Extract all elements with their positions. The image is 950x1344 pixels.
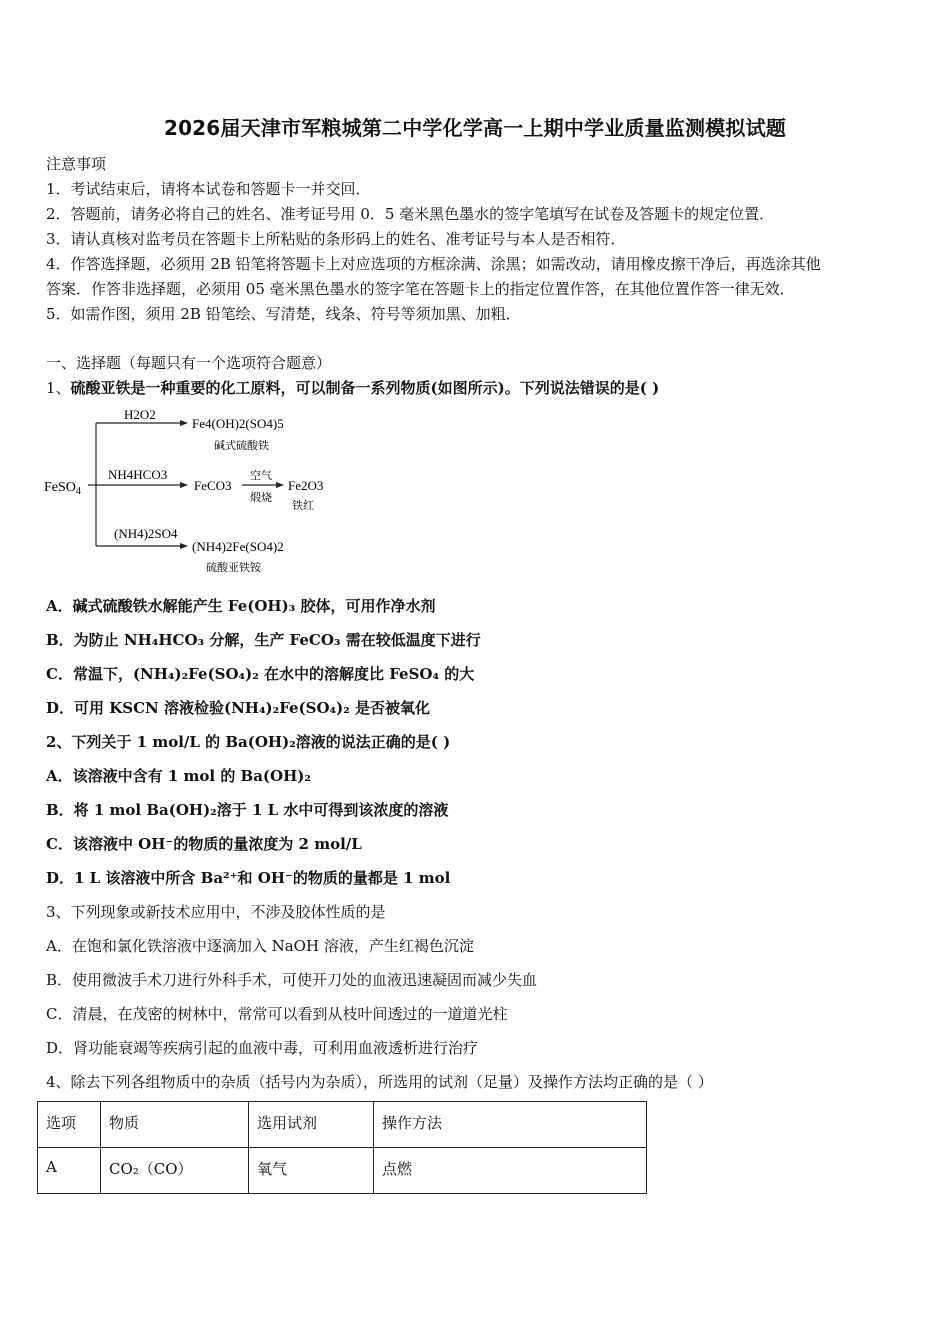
notice-item: 答案．作答非选择题，必须用 05 毫米黑色墨水的签字笔在答题卡上的指定位置作答，在其他位置作答一律无效．: [46, 280, 795, 298]
table-cell: 氧气: [249, 1148, 374, 1194]
option-d: D．可用 KSCN 溶液检验(NH₄)₂Fe(SO₄)₂ 是否被氧化: [46, 699, 431, 717]
diagram-condition-bottom: 煅烧: [250, 492, 272, 504]
table-header-row: [38, 1102, 647, 1148]
diagram-reagent-1: H2O2: [124, 407, 156, 422]
reaction-diagram: [42, 403, 342, 583]
option-a: A．在饱和氯化铁溶液中逐滴加入 NaOH 溶液，产生红褐色沉淀: [46, 937, 474, 955]
option-c: C．该溶液中 OH⁻的物质的量浓度为 2 mol/L: [46, 835, 362, 853]
option-c: C．清晨，在茂密的树林中，常常可以看到从枝叶间透过的一道道光柱: [46, 1005, 508, 1023]
diagram-final-name: 铁红: [292, 500, 314, 512]
notice-item: 2．答题前，请务必将自己的姓名、准考证号用 0．5 毫米黑色墨水的签字笔填写在试卷及答题卡的规定位置．: [46, 205, 775, 223]
option-d: D．1 L 该溶液中所含 Ba²⁺和 OH⁻的物质的量都是 1 mol: [46, 869, 451, 887]
table-cell: CO₂（CO）: [101, 1148, 249, 1194]
question-number: 1、: [46, 379, 71, 397]
diagram-condition-top: 空气: [250, 470, 272, 482]
page-title: 2026届天津市军粮城第二中学化学高一上期中学业质量监测模拟试题: [163, 116, 787, 140]
diagram-reagent-2: NH4HCO3: [108, 467, 168, 482]
question-3-stem: 3、下列现象或新技术应用中，不涉及胶体性质的是: [46, 903, 386, 921]
table-header-cell: 物质: [101, 1102, 249, 1148]
table-cell: 点燃: [374, 1148, 647, 1194]
table-row: [38, 1148, 647, 1194]
notice-item: 1．考试结束后，请将本试卷和答题卡一并交回．: [46, 180, 371, 198]
notice-item: 5．如需作图，须用 2B 铅笔绘、写清楚，线条、符号等须加黑、加粗．: [46, 305, 521, 323]
notice-item: 4．作答选择题，必须用 2B 铅笔将答题卡上对应选项的方框涂满、涂黑；如需改动，请用橡皮擦干净后，再选涂其他: [46, 255, 821, 273]
table-cell: A: [38, 1148, 101, 1194]
section-heading: 一、选择题（每题只有一个选项符合题意）: [46, 354, 332, 372]
diagram-product-3: (NH4)2Fe(SO4)2: [192, 539, 284, 554]
diagram-reagent-3: (NH4)2SO4: [114, 526, 178, 541]
question-4-stem: 4、除去下列各组物质中的杂质（括号内为杂质），所选用的试剂（足量）及操作方法均正确的是（ ）: [46, 1073, 713, 1091]
diagram-product-2: FeCO3: [194, 478, 232, 493]
option-b: B．使用微波手术刀进行外科手术，可使开刀处的血液迅速凝固而减少失血: [46, 971, 538, 989]
option-c: C．常温下，(NH₄)₂Fe(SO₄)₂ 在水中的溶解度比 FeSO₄ 的大: [46, 665, 475, 683]
diagram-product-3-name: 硫酸亚铁铵: [206, 562, 261, 574]
option-b: B．将 1 mol Ba(OH)₂溶于 1 L 水中可得到该浓度的溶液: [46, 801, 449, 819]
question-text: 硫酸亚铁是一种重要的化工原料，可以制备一系列物质(如图所示)。下列说法错误的是( ): [70, 379, 660, 397]
option-a: A．该溶液中含有 1 mol 的 Ba(OH)₂: [46, 767, 311, 785]
option-b: B．为防止 NH₄HCO₃ 分解，生产 FeCO₃ 需在较低温度下进行: [46, 631, 481, 649]
notice-item: 3．请认真核对监考员在答题卡上所粘贴的条形码上的姓名、准考证号与本人是否相符．: [46, 230, 626, 248]
diagram-product-1-name: 碱式硫酸铁: [214, 440, 269, 452]
table-header-cell: 操作方法: [374, 1102, 647, 1148]
question-2-stem: 2、下列关于 1 mol/L 的 Ba(OH)₂溶液的说法正确的是( ): [46, 733, 451, 751]
option-d: D．肾功能衰竭等疾病引起的血液中毒，可利用血液透析进行治疗: [46, 1039, 479, 1057]
diagram-final-product: Fe2O3: [288, 478, 324, 493]
diagram-product-1: Fe4(OH)2(SO4)5: [192, 416, 284, 431]
question-1-stem: [46, 377, 659, 398]
table-header-cell: 选用试剂: [249, 1102, 374, 1148]
notice-heading: 注意事项: [46, 155, 107, 173]
table-header-cell: 选项: [38, 1102, 101, 1148]
options-table: [37, 1101, 647, 1194]
diagram-start: FeSO$_4$: [44, 480, 81, 497]
option-a: A．碱式硫酸铁水解能产生 Fe(OH)₃ 胶体，可用作净水剂: [46, 597, 436, 615]
